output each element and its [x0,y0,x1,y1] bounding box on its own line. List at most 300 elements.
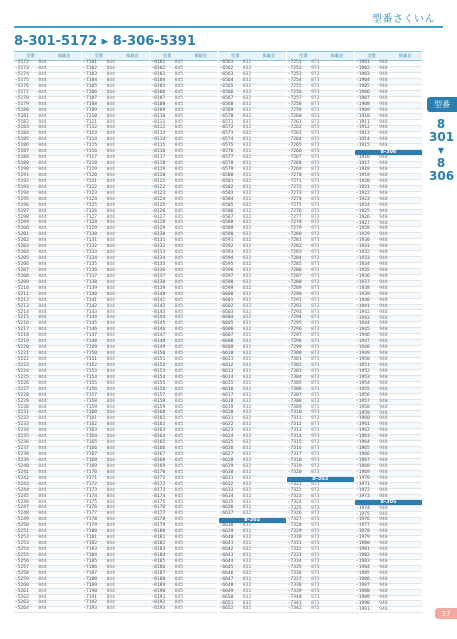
model-number[interactable]: -7256 [287,89,302,95]
model-number[interactable]: -6631 [219,475,234,481]
page-ref[interactable]: 832 [242,208,252,214]
model-number[interactable]: -1988 [355,588,370,594]
model-number[interactable]: -7138 [83,279,98,285]
page-ref[interactable]: 873 [311,202,320,208]
model-number[interactable]: -7108 [83,101,98,107]
model-number[interactable]: -7304 [287,374,302,380]
page-ref[interactable]: 948 [379,232,388,238]
model-number[interactable]: -5222 [15,357,29,363]
model-number[interactable]: -7146 [83,327,98,333]
page-ref[interactable]: 844 [106,475,115,481]
model-number[interactable]: -1917 [355,161,370,167]
page-ref[interactable]: 844 [106,77,115,83]
model-number[interactable]: -8172 [151,481,166,487]
page-ref[interactable]: 832 [242,553,252,559]
page-ref[interactable]: 844 [106,600,115,606]
model-number[interactable]: -7340 [287,594,302,600]
page-ref[interactable]: 845 [174,190,184,196]
model-number[interactable]: -7276 [287,208,302,214]
page-ref[interactable]: 832 [242,606,252,612]
page-ref[interactable]: 844 [106,172,115,178]
model-number[interactable]: -7142 [83,303,98,309]
model-number[interactable]: -6591 [219,238,234,244]
model-number[interactable]: -7299 [287,345,302,351]
model-number[interactable]: -7187 [83,570,98,576]
page-ref[interactable]: 844 [106,380,115,386]
page-ref[interactable]: 844 [106,315,115,321]
page-ref[interactable]: 844 [38,202,47,208]
page-ref[interactable]: 845 [174,137,184,143]
model-number[interactable]: -8166 [151,446,166,452]
model-number[interactable]: -5196 [15,202,29,208]
page-ref[interactable]: 844 [106,119,115,125]
page-ref[interactable]: 873 [311,167,320,173]
model-number[interactable]: -7188 [83,576,98,582]
page-ref[interactable]: 844 [106,149,115,155]
model-number[interactable]: -6579 [219,167,234,173]
page-ref[interactable]: 844 [106,564,115,570]
page-ref[interactable]: 845 [174,588,184,594]
model-number[interactable]: -5216 [15,321,29,327]
model-number[interactable]: -7132 [83,244,98,250]
page-ref[interactable]: 844 [106,167,115,173]
page-ref[interactable]: 873 [311,101,320,107]
model-number[interactable]: -5242 [15,475,29,481]
page-ref[interactable]: 844 [38,440,47,446]
page-ref[interactable]: 844 [38,541,47,547]
model-number[interactable]: -8127 [151,214,166,220]
page-ref[interactable]: 844 [38,107,47,113]
model-number[interactable]: -6605 [219,321,234,327]
model-number[interactable]: -7156 [83,386,98,392]
model-number[interactable]: -8103 [151,72,166,78]
model-number[interactable]: -5240 [15,463,29,469]
page-ref[interactable]: 832 [242,475,252,481]
model-number[interactable]: -1912 [355,125,370,131]
model-number[interactable]: -8174 [151,493,166,499]
page-ref[interactable]: 832 [242,321,252,327]
page-ref[interactable]: 873 [311,89,320,95]
model-number[interactable]: -8186 [151,564,166,570]
model-number[interactable]: -7149 [83,345,98,351]
model-number[interactable]: -5173 [15,66,29,72]
model-number[interactable]: -7261 [287,119,302,125]
page-ref[interactable]: 844 [106,345,115,351]
model-number[interactable]: -1949 [355,351,370,357]
model-number[interactable]: -1970 [355,475,370,481]
page-ref[interactable]: 948 [379,559,388,565]
page-ref[interactable]: 832 [242,226,252,232]
page-ref[interactable]: 844 [106,463,115,469]
page-ref[interactable]: 844 [106,125,115,131]
page-ref[interactable]: 844 [38,291,47,297]
page-ref[interactable]: 845 [174,155,184,161]
page-ref[interactable]: 948 [379,547,388,553]
page-ref[interactable]: 948 [379,564,388,570]
page-ref[interactable]: 845 [174,398,184,404]
page-ref[interactable]: 832 [242,202,252,208]
model-number[interactable]: -7265 [287,143,302,149]
model-number[interactable]: -7318 [287,457,302,463]
page-ref[interactable]: 873 [311,303,320,309]
page-ref[interactable]: 845 [174,505,184,511]
page-ref[interactable]: 845 [174,309,184,315]
model-number[interactable]: -8105 [151,83,166,89]
model-number[interactable]: -7263 [287,131,302,137]
page-ref[interactable]: 873 [311,208,320,214]
model-number[interactable]: -1925 [355,208,370,214]
page-ref[interactable]: 845 [174,273,184,279]
model-number[interactable]: -8161 [151,416,166,422]
model-number[interactable]: -6592 [219,244,234,250]
page-ref[interactable]: 948 [379,309,388,315]
page-ref[interactable]: 845 [174,297,184,303]
page-ref[interactable]: 844 [38,588,47,594]
page-ref[interactable]: 873 [311,77,320,83]
model-number[interactable]: -6619 [219,404,234,410]
page-ref[interactable]: 948 [379,202,388,208]
model-number[interactable]: -7309 [287,404,302,410]
model-number[interactable]: -5204 [15,250,29,256]
model-number[interactable]: -1911 [355,119,370,125]
page-ref[interactable]: 845 [174,303,184,309]
model-number[interactable]: -8122 [151,184,166,190]
model-number[interactable]: -5244 [15,487,29,493]
model-number[interactable]: -6635 [219,499,234,505]
model-number[interactable]: -7264 [287,137,302,143]
model-number[interactable]: -7163 [83,428,98,434]
page-ref[interactable]: 844 [106,161,115,167]
model-number[interactable]: -7145 [83,321,98,327]
page-ref[interactable]: 844 [38,137,47,143]
page-ref[interactable]: 948 [379,523,388,529]
model-number[interactable]: -7113 [83,131,98,137]
page-ref[interactable]: 844 [106,184,115,190]
model-number[interactable]: -7271 [287,178,302,184]
page-ref[interactable]: 845 [174,244,184,250]
model-number[interactable]: -8158 [151,398,166,404]
page-ref[interactable]: 844 [38,493,47,499]
model-number[interactable]: -5212 [15,297,29,303]
page-ref[interactable]: 948 [379,238,388,244]
page-ref[interactable]: 845 [174,214,184,220]
model-number[interactable]: -7153 [83,368,98,374]
model-number[interactable]: -1979 [355,535,370,541]
page-ref[interactable]: 845 [174,576,184,582]
model-number[interactable]: -1919 [355,173,370,179]
page-ref[interactable]: 844 [106,594,115,600]
model-number[interactable]: -6643 [219,553,234,559]
page-ref[interactable]: 873 [311,511,320,517]
page-ref[interactable]: 948 [379,380,388,386]
page-ref[interactable]: 844 [38,452,47,458]
page-ref[interactable]: 845 [174,167,184,173]
page-ref[interactable]: 873 [311,493,320,499]
page-ref[interactable]: 845 [174,535,184,541]
page-ref[interactable]: 844 [38,196,47,202]
model-number[interactable]: -8173 [151,487,166,493]
model-number[interactable]: -5200 [15,226,29,232]
page-ref[interactable]: 845 [174,582,184,588]
page-ref[interactable]: 845 [174,428,184,434]
model-number[interactable]: -5245 [15,493,29,499]
page-ref[interactable]: 845 [174,386,184,392]
page-ref[interactable]: 844 [106,220,115,226]
model-number[interactable]: -5230 [15,404,29,410]
model-number[interactable]: -7289 [287,285,302,291]
page-ref[interactable]: 844 [38,226,47,232]
page-ref[interactable]: 832 [242,345,252,351]
page-ref[interactable]: 948 [379,220,388,226]
page-ref[interactable]: 948 [379,529,388,535]
page-ref[interactable]: 873 [311,416,320,422]
model-number[interactable]: -1932 [355,250,370,256]
model-number[interactable]: -8191 [151,594,166,600]
page-ref[interactable]: 832 [242,220,252,226]
page-ref[interactable]: 845 [174,101,184,107]
page-ref[interactable]: 844 [38,564,47,570]
page-ref[interactable]: 948 [379,582,388,588]
model-number[interactable]: -1981 [355,547,370,553]
model-number[interactable]: -5241 [15,469,29,475]
page-ref[interactable]: 832 [242,392,252,398]
model-number[interactable]: -8106 [151,89,166,95]
model-number[interactable]: -5187 [15,149,29,155]
page-ref[interactable]: 844 [106,262,115,268]
model-number[interactable]: -8181 [151,535,166,541]
model-number[interactable]: -1946 [355,333,370,339]
page-ref[interactable]: 844 [106,327,115,333]
model-number[interactable]: -8152 [151,362,166,368]
page-ref[interactable]: 844 [38,428,47,434]
page-ref[interactable]: 873 [311,161,320,167]
model-number[interactable]: -7298 [287,339,302,345]
page-ref[interactable]: 873 [311,226,320,232]
model-number[interactable]: -7179 [83,523,98,529]
page-ref[interactable]: 844 [106,434,115,440]
page-ref[interactable]: 844 [106,416,115,422]
model-number[interactable]: -5261 [15,588,29,594]
model-number[interactable]: -6574 [219,137,234,143]
page-ref[interactable]: 844 [106,452,115,458]
page-ref[interactable]: 844 [38,60,47,66]
model-number[interactable]: -6586 [219,208,234,214]
page-ref[interactable]: 948 [379,606,388,612]
model-number[interactable]: -5184 [15,131,29,137]
page-ref[interactable]: 948 [379,553,388,559]
model-number[interactable]: -1980 [355,541,370,547]
page-ref[interactable]: 873 [311,380,320,386]
page-ref[interactable]: 844 [38,529,47,535]
model-number[interactable]: -7295 [287,321,302,327]
page-ref[interactable]: 948 [379,173,388,179]
model-number[interactable]: -7285 [287,262,302,268]
model-number[interactable]: -1969 [355,469,370,475]
page-ref[interactable]: 873 [311,131,320,137]
page-ref[interactable]: 948 [379,541,388,547]
page-ref[interactable]: 948 [379,452,388,458]
page-ref[interactable]: 948 [379,428,388,434]
model-number[interactable]: -6590 [219,232,234,238]
page-ref[interactable]: 845 [174,606,184,612]
model-number[interactable]: -7280 [287,232,302,238]
page-ref[interactable]: 844 [38,570,47,576]
page-ref[interactable]: 845 [174,351,184,357]
page-ref[interactable]: 948 [379,226,388,232]
page-ref[interactable]: 844 [38,143,47,149]
page-ref[interactable]: 844 [106,113,115,119]
model-number[interactable]: -8187 [151,570,166,576]
model-number[interactable]: -7287 [287,273,302,279]
model-number[interactable]: -7119 [83,167,98,173]
page-ref[interactable]: 832 [242,285,252,291]
page-ref[interactable]: 832 [242,600,252,606]
page-ref[interactable]: 832 [242,558,252,564]
page-ref[interactable]: 844 [106,362,115,368]
model-number[interactable]: -7170 [83,469,98,475]
page-ref[interactable]: 845 [174,143,184,149]
page-ref[interactable]: 873 [311,487,320,493]
model-number[interactable]: -6607 [219,333,234,339]
model-number[interactable]: -7109 [83,107,98,113]
model-number[interactable]: -7321 [287,481,302,487]
model-number[interactable]: -6580 [219,172,234,178]
model-number[interactable]: -5191 [15,172,29,178]
page-ref[interactable]: 873 [311,279,320,285]
model-number[interactable]: -5224 [15,368,29,374]
page-ref[interactable]: 873 [311,178,320,184]
page-ref[interactable]: 844 [38,351,47,357]
model-number[interactable]: -7342 [287,606,302,612]
page-ref[interactable]: 844 [38,172,47,178]
model-number[interactable]: -1922 [355,190,370,196]
model-number[interactable]: -5213 [15,303,29,309]
model-number[interactable]: -6585 [219,202,234,208]
page-ref[interactable]: 873 [311,345,320,351]
page-ref[interactable]: 844 [106,529,115,535]
page-ref[interactable]: 873 [311,588,320,594]
model-number[interactable]: -7288 [287,279,302,285]
model-number[interactable]: -8123 [151,190,166,196]
model-number[interactable]: -8167 [151,452,166,458]
page-ref[interactable]: 844 [106,238,115,244]
model-number[interactable]: -5174 [15,72,29,78]
model-number[interactable]: -1928 [355,226,370,232]
model-number[interactable]: -7303 [287,368,302,374]
model-number[interactable]: -1910 [355,113,370,119]
model-number[interactable]: -1929 [355,232,370,238]
page-ref[interactable]: 844 [106,333,115,339]
model-number[interactable]: -7174 [83,493,98,499]
page-ref[interactable]: 832 [242,262,252,268]
model-number[interactable]: -7268 [287,161,302,167]
model-number[interactable]: -8112 [151,125,166,131]
page-ref[interactable]: 844 [106,202,115,208]
model-number[interactable]: -5264 [15,606,29,612]
model-number[interactable]: -1964 [355,440,370,446]
page-ref[interactable]: 844 [38,463,47,469]
page-ref[interactable]: 832 [242,107,252,113]
page-ref[interactable]: 948 [379,107,388,113]
page-ref[interactable]: 844 [38,380,47,386]
model-number[interactable]: -1975 [355,511,370,517]
page-ref[interactable]: 832 [242,161,252,167]
page-ref[interactable]: 873 [311,72,320,78]
page-ref[interactable]: 832 [242,214,252,220]
model-number[interactable]: -8124 [151,196,166,202]
page-ref[interactable]: 844 [38,190,47,196]
page-ref[interactable]: 948 [379,357,388,363]
model-number[interactable]: -5263 [15,600,29,606]
page-ref[interactable]: 832 [242,291,252,297]
page-ref[interactable]: 845 [174,570,184,576]
model-number[interactable]: -5232 [15,416,29,422]
model-number[interactable]: -1977 [355,523,370,529]
page-ref[interactable]: 844 [38,511,47,517]
model-number[interactable]: -7335 [287,564,302,570]
model-number[interactable]: -8151 [151,357,166,363]
page-ref[interactable]: 844 [38,167,47,173]
page-ref[interactable]: 844 [38,487,47,493]
model-number[interactable]: -1968 [355,463,370,469]
model-number[interactable]: -1976 [355,517,370,523]
model-number[interactable]: -5246 [15,499,29,505]
model-number[interactable]: -7105 [83,83,98,89]
page-ref[interactable]: 845 [174,232,184,238]
page-ref[interactable]: 845 [174,66,184,72]
model-number[interactable]: -8130 [151,232,166,238]
page-ref[interactable]: 948 [379,184,388,190]
model-number[interactable]: -6628 [219,457,234,463]
page-ref[interactable]: 873 [311,232,320,238]
model-number[interactable]: -1948 [355,345,370,351]
model-number[interactable]: -7172 [83,481,98,487]
model-number[interactable]: -6641 [219,541,234,547]
page-ref[interactable]: 844 [38,256,47,262]
page-ref[interactable]: 844 [38,232,47,238]
model-number[interactable]: -7144 [83,315,98,321]
model-number[interactable]: -7270 [287,172,302,178]
page-ref[interactable]: 845 [174,368,184,374]
page-ref[interactable]: 844 [106,155,115,161]
model-number[interactable]: -5262 [15,594,29,600]
model-number[interactable]: -6630 [219,469,234,475]
model-number[interactable]: -6578 [219,161,234,167]
model-number[interactable]: -7118 [83,161,98,167]
model-number[interactable]: -6587 [219,214,234,220]
page-ref[interactable]: 873 [311,422,320,428]
model-number[interactable]: -1933 [355,256,370,262]
page-ref[interactable]: 873 [311,297,320,303]
model-number[interactable]: -6606 [219,327,234,333]
model-number[interactable]: -6633 [219,487,234,493]
page-ref[interactable]: 832 [242,196,252,202]
model-number[interactable]: -7320 [287,469,302,475]
page-ref[interactable]: 948 [379,493,388,499]
page-ref[interactable]: 873 [311,481,320,487]
model-number[interactable]: -6571 [219,119,234,125]
model-number[interactable]: -7165 [83,440,98,446]
page-ref[interactable]: 832 [242,582,252,588]
model-number[interactable]: -6632 [219,481,234,487]
page-ref[interactable]: 948 [379,398,388,404]
page-ref[interactable]: 832 [242,309,252,315]
page-ref[interactable]: 873 [311,541,320,547]
model-number[interactable]: -7329 [287,529,302,535]
model-number[interactable]: -7317 [287,452,302,458]
page-ref[interactable]: 873 [311,582,320,588]
page-ref[interactable]: 948 [379,113,388,119]
